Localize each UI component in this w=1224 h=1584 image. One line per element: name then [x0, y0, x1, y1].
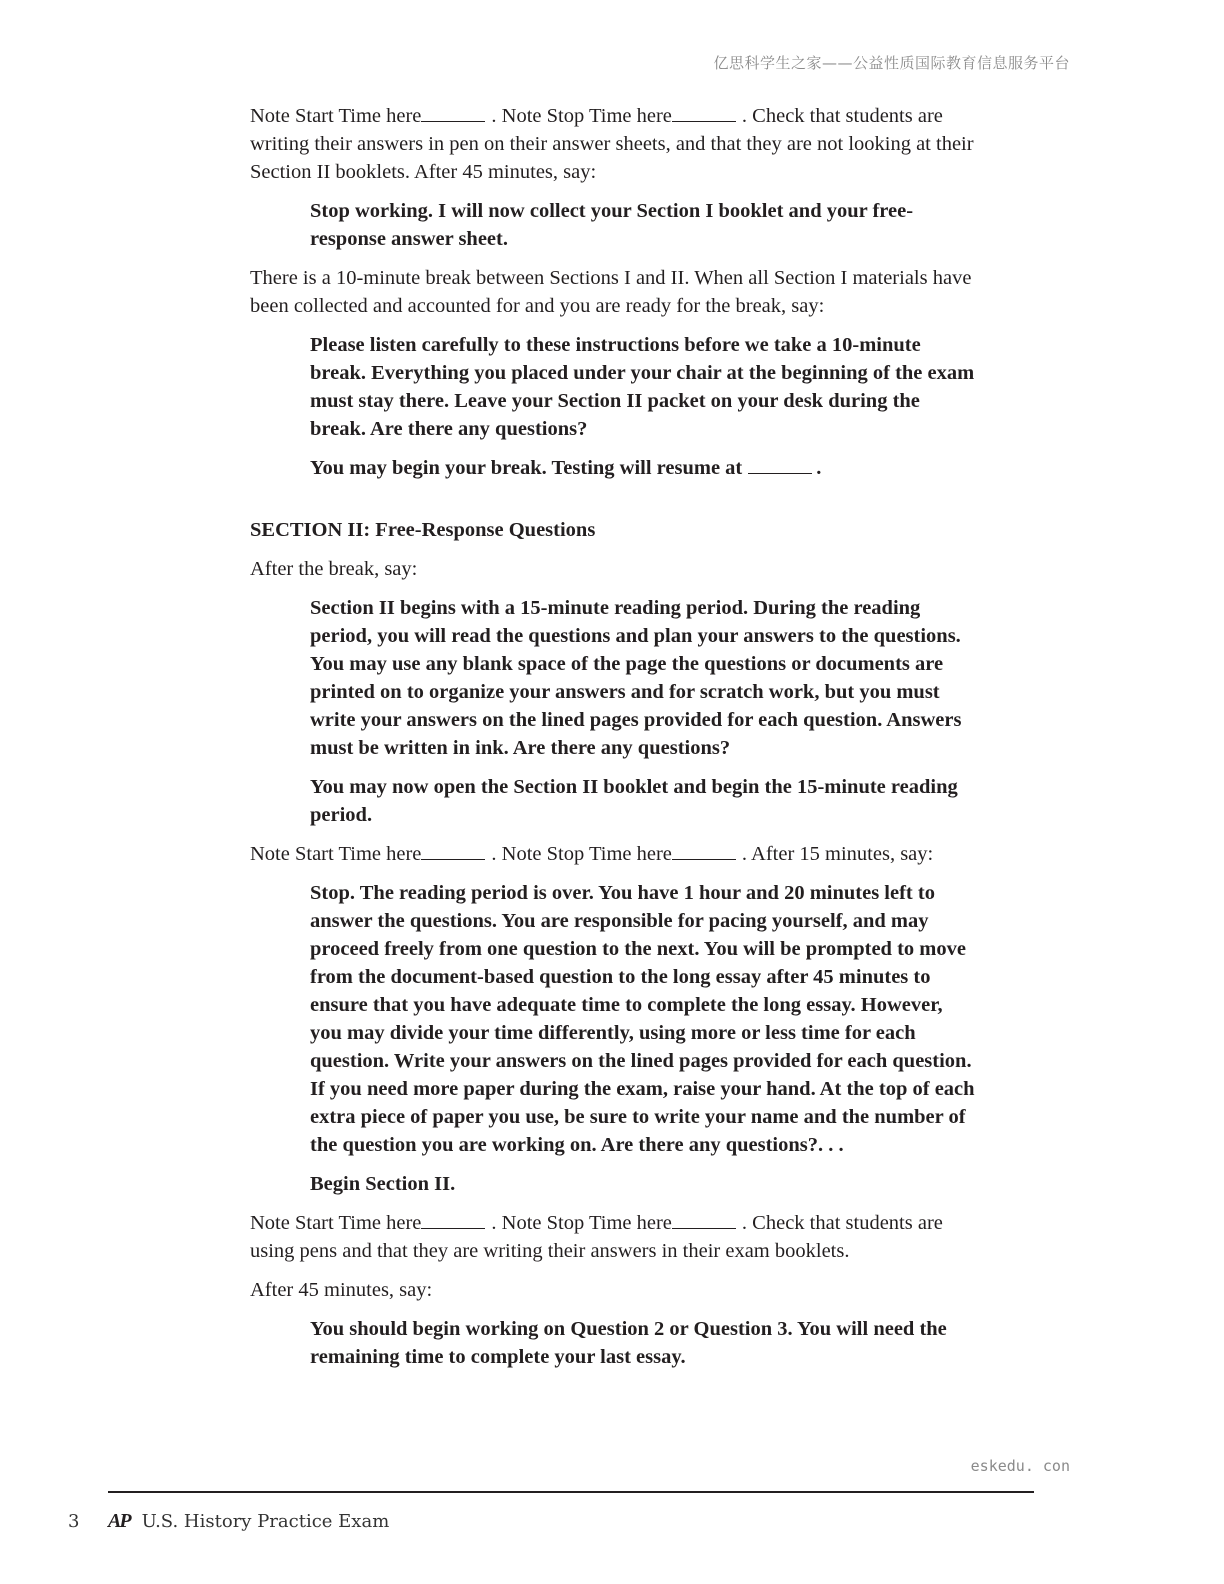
instruction-text: . Note Stop Time here — [491, 1212, 672, 1234]
platform-header-text: 亿思科学生之家——公益性质国际教育信息服务平台 — [713, 54, 1070, 72]
page-number: 3 — [68, 1511, 80, 1532]
watermark-text: eskedu. con — [970, 1457, 1070, 1475]
instruction-text: Note Start Time here — [250, 1212, 422, 1234]
instruction-text: . After 15 minutes, say: — [741, 843, 934, 865]
footer-title: U.S. History Practice Exam — [141, 1511, 390, 1532]
script-stop-working: Stop working. I will now collect your Section I booklet and your free-response answer sheet. — [310, 200, 914, 250]
script-begin-section-ii: Begin Section II. — [310, 1173, 456, 1195]
page-footer — [68, 1510, 389, 1533]
section-ii-heading: SECTION II: Free-Response Questions — [250, 519, 596, 541]
stop-time-blank — [672, 1210, 736, 1229]
instruction-text: . Check that students are using pens and that they are writing their answers in their exam booklets. — [250, 1212, 943, 1262]
instruction-after-break: After the break, say: — [250, 558, 418, 580]
ap-logo: AP — [108, 1510, 130, 1532]
instruction-text: . Check that students are writing their answers in pen on their answer sheets, and that they are not looking at their Section II booklets. After 45 minutes, say: — [250, 105, 974, 183]
script-text: You may begin your break. Testing will resume at — [310, 457, 743, 479]
start-time-blank — [421, 841, 485, 860]
instruction-break: There is a 10-minute break between Sections I and II. When all Section I materials have been collected and accounted for and you are ready for the break, say: — [250, 267, 972, 317]
start-time-blank — [421, 103, 485, 122]
script-begin-break — [310, 454, 978, 482]
script-reading-over: Stop. The reading period is over. You have 1 hour and 20 minutes left to answer the questions. You are responsible for pacing yourself, and may proceed freely from one question to the next. You will be prompted to move from the document-based question to the long essay after 45 minutes to ensure that you have adequate time to complete the long essay. However, you may divide your time differently, using more or less time for each question. Write your answers on the lined pages provided for each question. If you need more paper during the exam, raise your hand. At the top of each extra piece of paper you use, be sure to write your name and the number of the question you are working on. Are there any questions?. . . — [310, 882, 975, 1156]
instruction-text: Note Start Time here — [250, 843, 422, 865]
instruction-paragraph — [250, 1209, 978, 1265]
stop-time-blank — [672, 103, 736, 122]
script-break-instructions: Please listen carefully to these instructions before we take a 10-minute break. Everything you placed under your chair at the beginning of the exam must stay there. Leave your Section II packet on your desk during the break. Are there any questions? — [310, 334, 975, 440]
resume-time-blank — [748, 455, 812, 474]
instruction-text: Note Start Time here — [250, 105, 422, 127]
instruction-text: . Note Stop Time here — [491, 843, 672, 865]
script-open-booklet: You may now open the Section II booklet and begin the 15-minute reading period. — [310, 776, 958, 826]
footer-divider — [108, 1491, 1034, 1493]
stop-time-blank — [672, 841, 736, 860]
document-body — [250, 102, 978, 1382]
start-time-blank — [421, 1210, 485, 1229]
instruction-text: . Note Stop Time here — [491, 105, 672, 127]
script-text: . — [816, 457, 822, 479]
instruction-paragraph — [250, 102, 978, 186]
script-reading-period: Section II begins with a 15-minute reading period. During the reading period, you will read the questions and plan your answers to the questions. You may use any blank space of the page the questions or documents are printed on to organize your answers and for scratch work, but you must write your answers on the lined pages provided for each question. Answers must be written in ink. Are there any questions? — [310, 597, 962, 759]
script-question-2-or-3: You should begin working on Question 2 or Question 3. You will need the remaining time to complete your last essay. — [310, 1318, 947, 1368]
instruction-after-45: After 45 minutes, say: — [250, 1279, 433, 1301]
instruction-paragraph — [250, 840, 978, 868]
